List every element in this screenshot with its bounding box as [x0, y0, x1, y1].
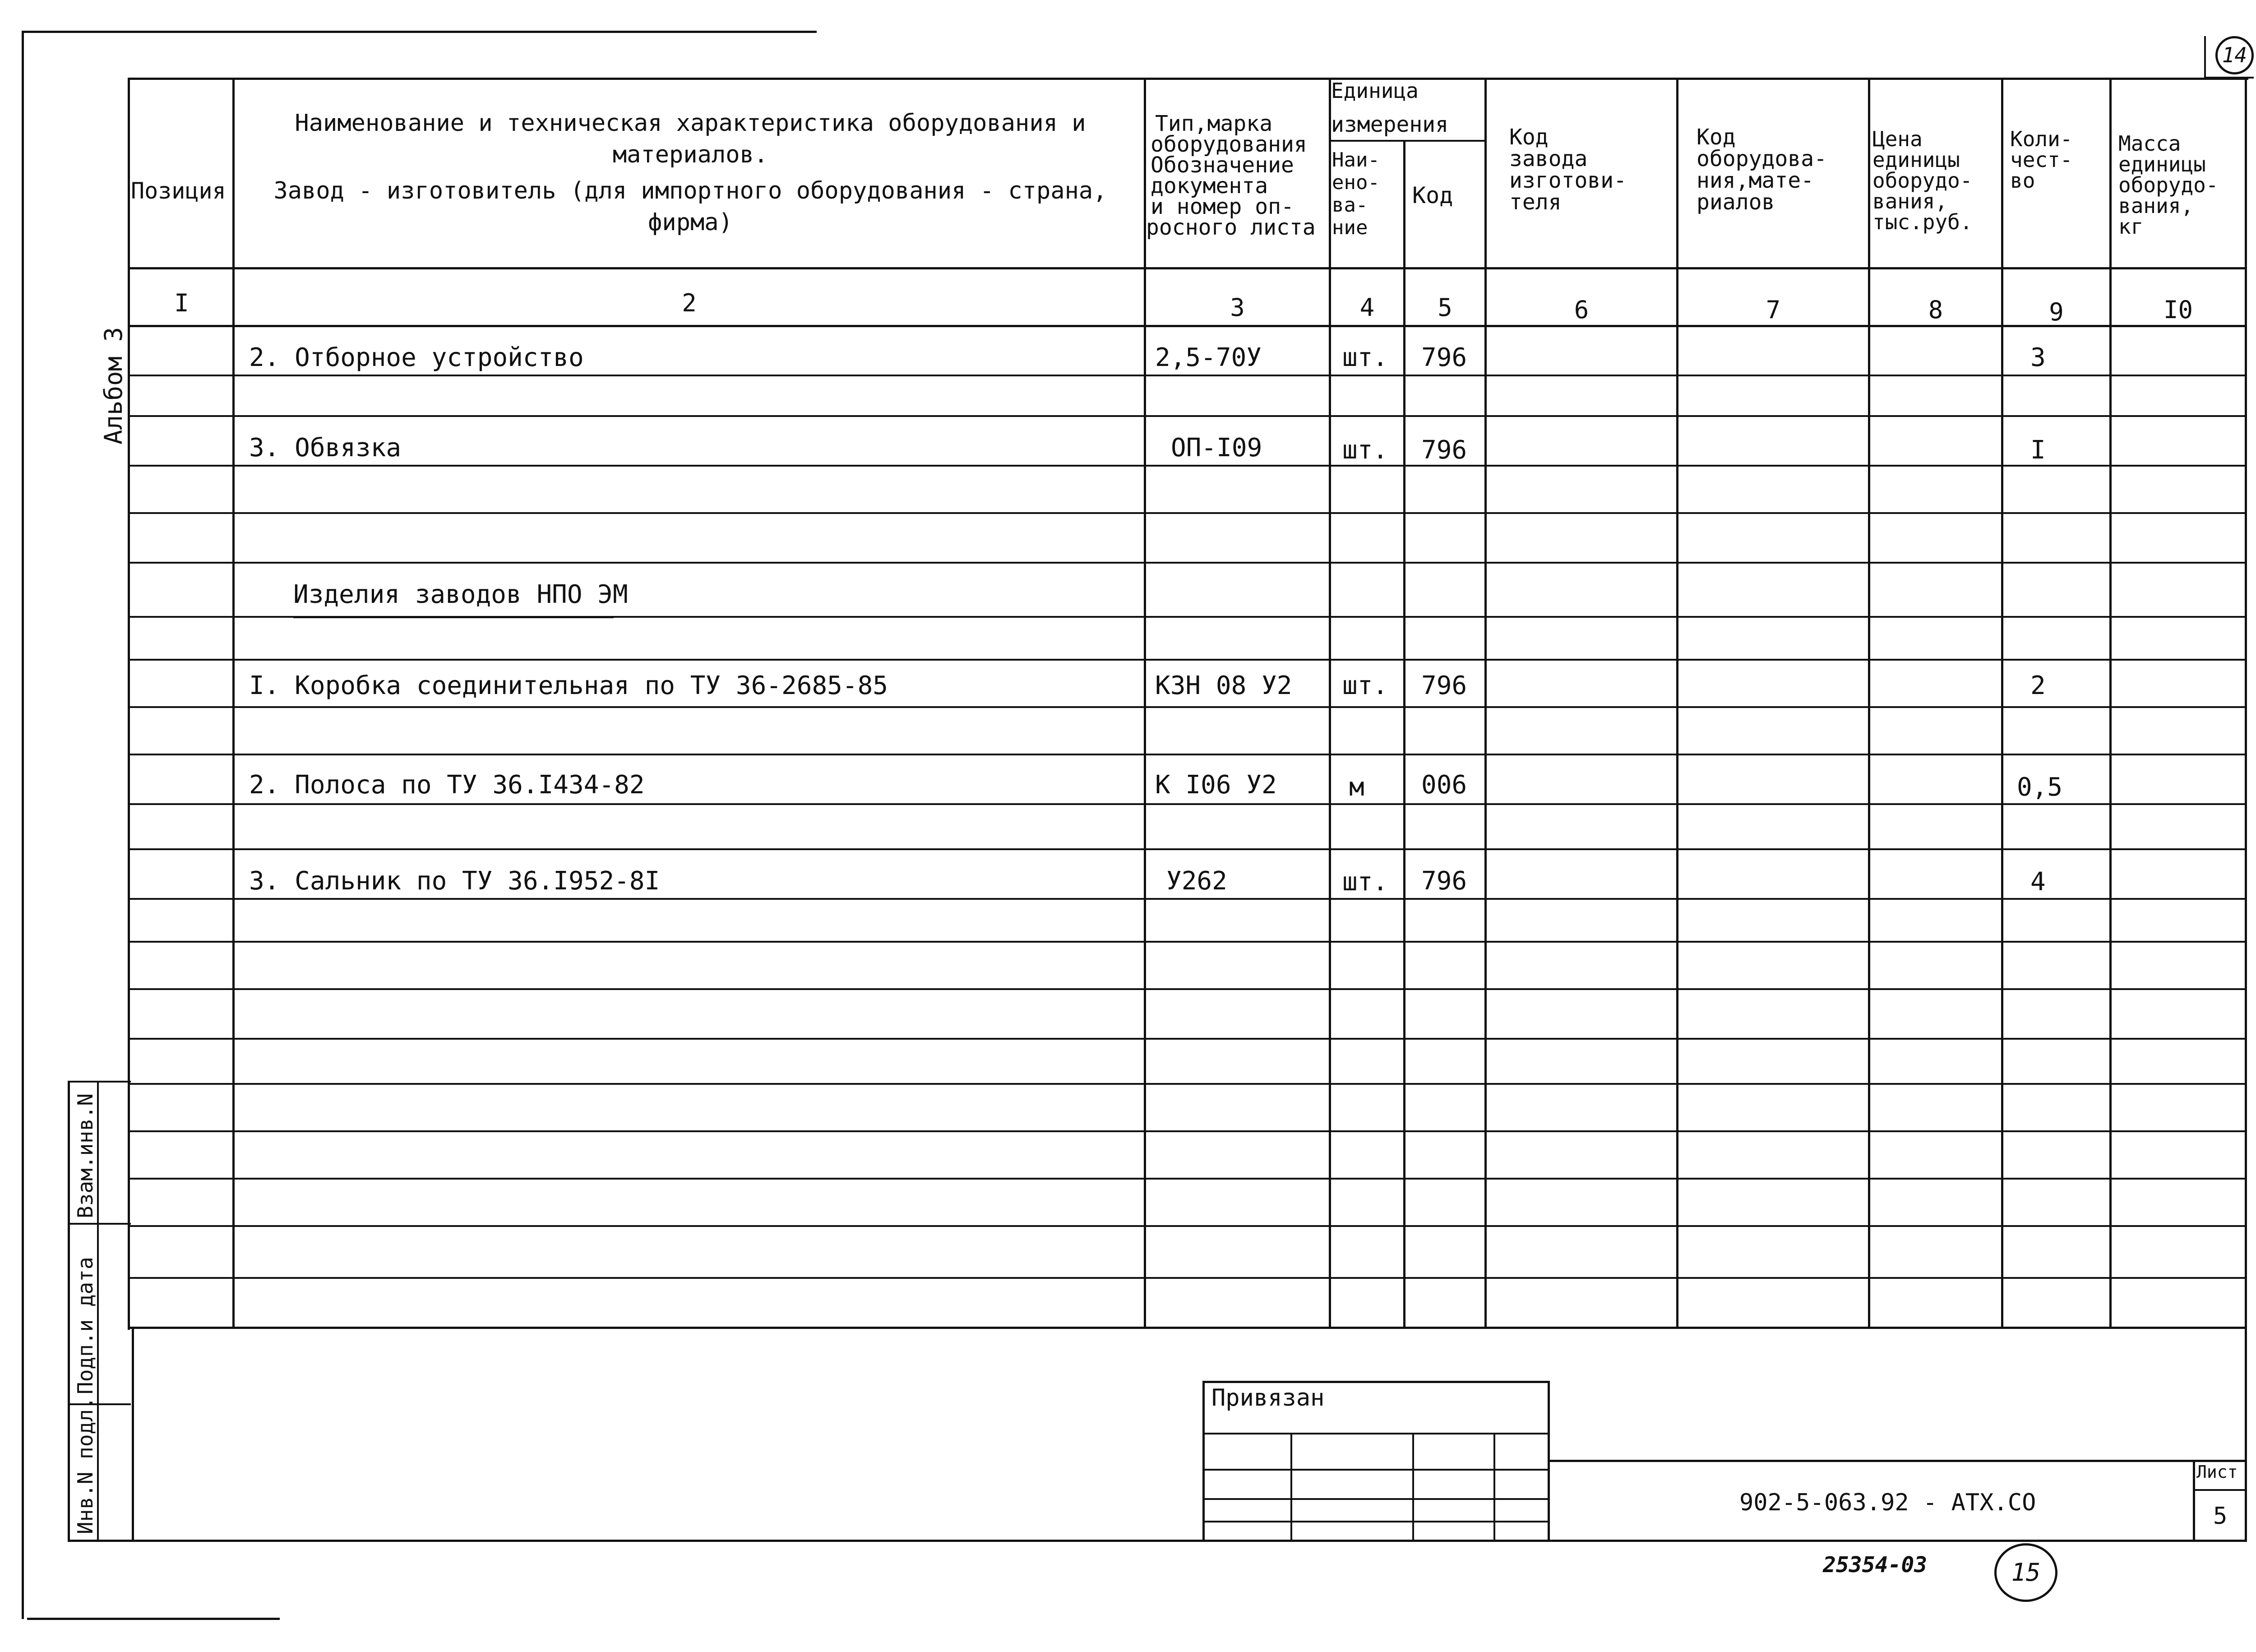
- row1-type: 2,5-70У: [1155, 343, 1262, 372]
- sheet-box-left: [2193, 1460, 2195, 1541]
- header-type-l4: документа: [1151, 173, 1268, 199]
- row5-name: 3. Сальник по ТУ 36.I952-8I: [249, 866, 660, 896]
- row2-qty: I: [2030, 435, 2046, 465]
- row1-unit: шт.: [1342, 343, 1388, 372]
- header-name-line4: фирма): [648, 209, 733, 236]
- row1-code: 796: [1421, 343, 1467, 372]
- header-qty-l2: чест-: [2010, 148, 2073, 172]
- colnum-1: I: [174, 289, 189, 317]
- header-name-line3: Завод - изготовитель (для импортного оборудования - страна,: [273, 177, 1107, 204]
- colnum-9: 9: [2049, 298, 2064, 326]
- colnum-6: 6: [1574, 296, 1589, 324]
- privyazan-row3: [1202, 1498, 1550, 1500]
- colnum-7: 7: [1766, 296, 1781, 324]
- privyazan-col2: [1412, 1433, 1414, 1541]
- col-sep-6: [1676, 78, 1678, 1328]
- header-equip-code-l3: ния,мате-: [1697, 168, 1814, 193]
- header-mass-l4: вания,: [2118, 194, 2194, 218]
- header-price-l2: единицы: [1872, 148, 1960, 172]
- header-qty-l1: Коли-: [2010, 127, 2073, 151]
- header-type-l6: росного листа: [1146, 215, 1316, 240]
- colnum-4: 4: [1359, 293, 1375, 322]
- header-unit-name-l3: ва-: [1332, 194, 1368, 217]
- sheet-frame-top: [23, 31, 817, 33]
- header-mass-l5: кг: [2118, 214, 2144, 239]
- side-stamp-sep1: [68, 1223, 131, 1225]
- row1-name: 2. Отборное устройство: [249, 343, 584, 372]
- privyazan-col3: [1493, 1433, 1495, 1541]
- row-line: [128, 415, 2246, 417]
- row4-qty: 0,5: [2017, 773, 2063, 802]
- sheet-frame-bottom: [27, 1618, 280, 1620]
- table-left-border: [128, 78, 130, 1330]
- header-equip-code-l2: оборудова-: [1697, 146, 1827, 171]
- section-heading-underline: [293, 616, 614, 618]
- colnum-2: 2: [682, 289, 697, 317]
- row-line: [128, 375, 2246, 376]
- header-price-l4: вания,: [1872, 189, 1948, 213]
- table-body-bottom: [128, 1327, 2246, 1329]
- row-line: [128, 754, 2246, 755]
- doc-code: 902-5-063.92 - АТХ.СО: [1739, 1489, 2036, 1516]
- sheet-frame-left: [22, 31, 24, 1619]
- row-line: [128, 465, 2246, 467]
- row4-name: 2. Полоса по ТУ 36.I434-82: [249, 770, 645, 800]
- row2-name: 3. Обвязка: [249, 433, 402, 463]
- row-line: [128, 941, 2246, 943]
- header-mass-l2: единицы: [2118, 152, 2206, 176]
- header-plant-code-l1: Код: [1509, 125, 1549, 150]
- header-price-l5: тыс.руб.: [1872, 210, 1973, 234]
- colnum-5: 5: [1438, 293, 1452, 322]
- section-heading: Изделия заводов НПО ЭМ: [293, 580, 628, 609]
- corner-mark-divider: [2204, 36, 2206, 79]
- colnum-3: 3: [1230, 293, 1245, 322]
- row-line: [128, 706, 2246, 708]
- row5-code: 796: [1421, 866, 1467, 896]
- sheet-label: Лист: [2196, 1462, 2238, 1482]
- row-line: [128, 1277, 2246, 1279]
- header-mass-l1: Масса: [2118, 131, 2181, 156]
- side-stamp-left: [68, 1081, 70, 1541]
- inventory-number: 25354-03: [1823, 1552, 1928, 1578]
- row-line: [128, 1225, 2246, 1227]
- header-unit-code: Код: [1412, 182, 1453, 208]
- header-qty-l3: во: [2010, 168, 2035, 193]
- col-sep-2: [1144, 78, 1146, 1328]
- colnum-10: I0: [2163, 296, 2193, 324]
- header-type-l1: Тип,марка: [1155, 111, 1273, 136]
- row2-unit: шт.: [1342, 435, 1388, 465]
- privyazan-row4: [1202, 1521, 1550, 1522]
- privyazan-box-top: [1202, 1381, 1550, 1383]
- side-stamp-inv-podl: Инв.N подл.: [73, 1397, 97, 1534]
- table-bottom-border: [68, 1540, 2247, 1542]
- header-unit-l1: Единица: [1331, 79, 1419, 103]
- album-label: Альбом 3: [99, 327, 128, 444]
- frame-inner-left: [132, 1329, 134, 1541]
- col-sep-3: [1329, 78, 1331, 1328]
- row-line: [128, 898, 2246, 900]
- row-line: [128, 1178, 2246, 1180]
- col-sep-8: [2001, 78, 2003, 1328]
- header-unit-name-l1: Наи-: [1332, 148, 1380, 171]
- side-stamp-vzam-inv: Взам.инв.N: [73, 1093, 97, 1218]
- row-line: [128, 1038, 2246, 1040]
- header-type-l3: Обозначение: [1151, 153, 1294, 178]
- row-line: [128, 848, 2246, 850]
- row3-code: 796: [1421, 671, 1467, 700]
- circled-number: 15: [1994, 1543, 2057, 1602]
- header-unit-l2: измерения: [1331, 112, 1449, 137]
- row-line: [128, 803, 2246, 805]
- row-line: [128, 659, 2246, 661]
- header-name-line2: материалов.: [612, 141, 768, 168]
- row5-type: У262: [1166, 866, 1227, 896]
- header-price-l1: Цена: [1872, 127, 1923, 151]
- header-price-l3: оборудо-: [1872, 168, 1973, 193]
- header-plant-code-l3: изготови-: [1509, 168, 1627, 193]
- row5-unit: шт.: [1342, 867, 1388, 897]
- colnum-8: 8: [1928, 296, 1943, 324]
- row-line: [128, 512, 2246, 514]
- header-type-l2: оборудования: [1151, 132, 1307, 157]
- privyazan-col1: [1290, 1433, 1292, 1541]
- privyazan-row2: [1202, 1469, 1550, 1471]
- row-line: [128, 1130, 2246, 1132]
- col-sep-9: [2109, 78, 2112, 1328]
- row4-unit: м: [1349, 773, 1364, 802]
- privyazan-row1: [1202, 1433, 1550, 1435]
- doc-code-box-top: [1548, 1460, 2247, 1462]
- row1-qty: 3: [2030, 343, 2046, 372]
- header-equip-code-l4: риалов: [1697, 190, 1775, 215]
- header-equip-code-l1: Код: [1697, 125, 1736, 150]
- colnum-row-bottom-border: [128, 325, 2246, 327]
- unit-group-divider: [1329, 140, 1487, 142]
- header-plant-code-l4: теля: [1509, 190, 1562, 215]
- table-top-border: [128, 78, 2248, 80]
- table-right-border: [2245, 78, 2247, 1541]
- sheet-box-divider: [2193, 1489, 2245, 1491]
- col-sep-5: [1484, 78, 1487, 1328]
- privyazan-box-left: [1202, 1381, 1205, 1541]
- header-name-line1: Наименование и техническая характеристика оборудования и: [295, 110, 1086, 137]
- row3-name: I. Коробка соединительная по ТУ 36-2685-85: [249, 671, 888, 700]
- row3-type: КЗН 08 У2: [1155, 671, 1292, 700]
- corner-page-number: 14: [2215, 36, 2254, 74]
- header-unit-name-l4: ние: [1332, 216, 1368, 239]
- row4-code: 006: [1421, 770, 1467, 800]
- row3-qty: 2: [2030, 671, 2046, 700]
- row5-qty: 4: [2030, 867, 2046, 897]
- header-mass-l3: оборудо-: [2118, 173, 2219, 197]
- row-line: [128, 1083, 2246, 1085]
- row3-unit: шт.: [1342, 671, 1388, 700]
- row-line: [128, 562, 2246, 564]
- header-unit-name-l2: ено-: [1332, 171, 1380, 194]
- row2-code: 796: [1421, 435, 1467, 465]
- row2-type: ОП-I09: [1171, 433, 1262, 463]
- sheet-number: 5: [2213, 1503, 2228, 1530]
- header-position: Позиция: [131, 178, 226, 204]
- row4-type: К I06 У2: [1155, 770, 1277, 800]
- col-sep-7: [1868, 78, 1870, 1328]
- header-type-l5: и номер оп-: [1151, 194, 1294, 219]
- col-sep-1: [232, 78, 235, 1328]
- row-line: [128, 988, 2246, 990]
- header-plant-code-l2: завода: [1509, 146, 1588, 171]
- side-stamp-top: [68, 1081, 131, 1083]
- privyazan-label: Привязан: [1211, 1384, 1325, 1411]
- side-stamp-podp-data: Подп.и дата: [73, 1257, 97, 1394]
- header-bottom-border: [128, 267, 2246, 269]
